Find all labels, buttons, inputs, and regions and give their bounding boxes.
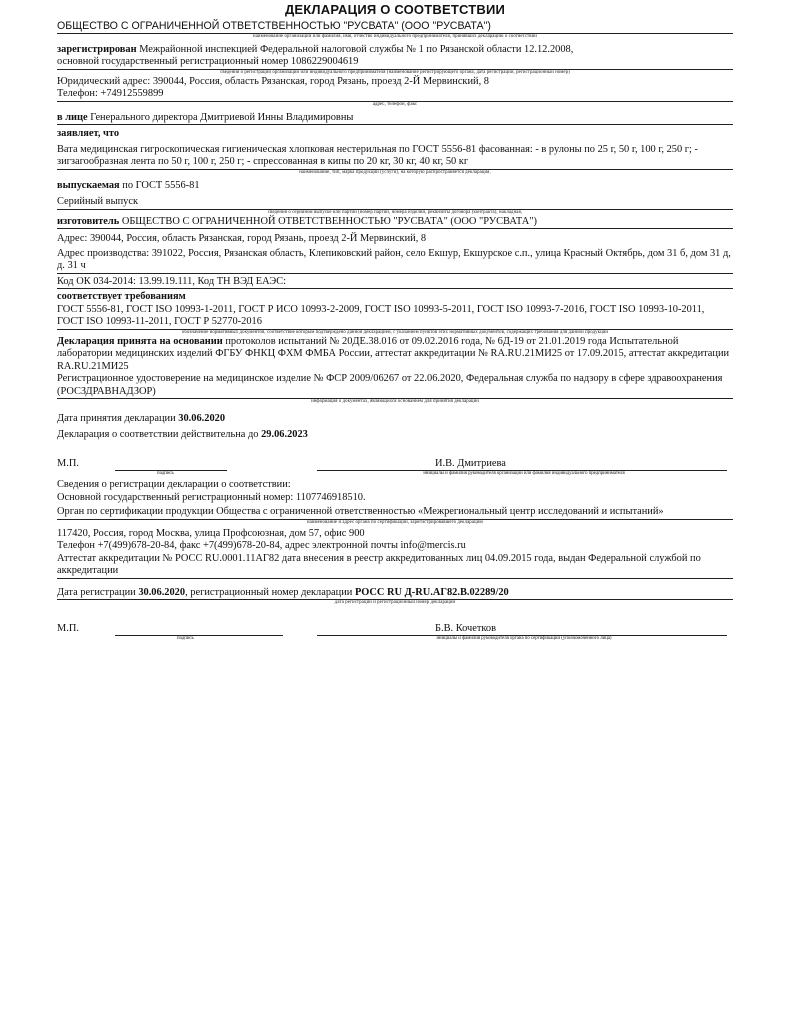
complies-label: соответствует требованиям: [57, 291, 186, 302]
validity-line: [57, 429, 733, 442]
in-person-line: [57, 112, 733, 126]
caption-registration-date: дата регистрации и регистрационный номер декларации: [334, 600, 456, 605]
registration-label: зарегистрирован: [57, 43, 137, 55]
signer-name-2: Б.В. Кочетков: [435, 623, 497, 634]
in-person-label: в лице: [57, 111, 88, 123]
manufacturer-address: Адрес: 390044, Россия, область Рязанская, город Рязань, проезд 2-Й Мервинский, 8: [57, 233, 427, 244]
org-name: ОБЩЕСТВО С ОГРАНИЧЕННОЙ ОТВЕТСТВЕННОСТЬЮ "РУСВАТА" (ООО "РУСВАТА"): [57, 20, 733, 34]
complies-standards: ГОСТ 5556-81, ГОСТ ISO 10993-1-2011, ГОСТ Р ИСО 10993-2-2009, ГОСТ ISO 10993-5-2011, ГОСТ ISO 10993-7-2016, ГОСТ ISO 10993-10-2011, ГОСТ ISO 10993-11-2011, ГОСТ Р 52770-2016: [57, 304, 733, 330]
manufacturer-text: ОБЩЕСТВО С ОГРАНИЧЕННОЙ ОТВЕТСТВЕННОСТЬЮ "РУСВАТА" (ООО "РУСВАТА"): [119, 215, 537, 227]
certification-body: Орган по сертификации продукции Общества с ограниченной ответственностью «Межрегиональный центр исследований и испытаний»: [57, 506, 733, 520]
issued-line: [57, 180, 733, 193]
caption-signature-1: подпись: [157, 471, 174, 476]
caption-address: адрес, телефон, факс: [372, 101, 418, 107]
registration-text: Межрайонной инспекцией Федеральной налоговой службы № 1 по Рязанской области 12.12.2008,: [136, 43, 574, 55]
certification-ogrn: Основной государственный регистрационный номер: 1107746918510.: [57, 491, 366, 503]
caption-signer-1: инициалы и фамилия руководителя организации или фамилия индивидуального предпринимателя: [423, 471, 625, 476]
basis-paragraph: [57, 336, 733, 374]
registration-number-label: , регистрационный номер декларации: [185, 586, 355, 598]
caption-product: наименование, тип, марка продукции (услуги), на которую распространяется декларация,: [299, 169, 491, 175]
basis-registration-certificate: Регистрационное удостоверение на медицинское изделие № ФСР 2009/06267 от 22.06.2020, Федеральная служба по надзору в сфере здравоохранения (РОСЗДРАВНАДЗОР): [57, 373, 733, 399]
caption-signature-2: подпись: [177, 636, 194, 641]
caption-registration: сведения о регистрации организации или индивидуального предпринимателя (наименование регистрирующего органа, дата регистрации, регистрационный номер): [220, 69, 570, 75]
signature-captions-2: [57, 636, 733, 644]
stamp-placeholder-1: М.П.: [57, 458, 79, 469]
legal-address: Юридический адрес: 390044, Россия, область Рязанская, город Рязань, проезд 2-Й Мервинский, 8: [57, 75, 489, 87]
declaration-document: [57, 0, 733, 644]
in-person-text: Генерального директора Дмитриевой Инны Владимировны: [87, 111, 354, 123]
document-title: ДЕКЛАРАЦИЯ О СООТВЕТСТВИИ: [284, 2, 506, 17]
accreditation-certificate: Аттестат аккредитации № РОСС RU.0001.11АГ82 дата внесения в реестр аккредитованных лиц 04.09.2015 года, выдан Федеральной службой по аккредитации: [57, 553, 733, 579]
caption-cert-body: наименование и адрес органа по сертификации, зарегистрировавшего декларацию: [306, 519, 484, 525]
validity-label: Декларация о соответствии действительна до: [57, 428, 262, 440]
acceptance-date-label: Дата принятия декларации: [57, 413, 179, 424]
stamp-placeholder-2: М.П.: [57, 623, 79, 634]
signature-captions-1: [57, 471, 733, 479]
registration-info-title: Сведения о регистрации декларации о соответствии:: [57, 479, 291, 490]
registration-number: РОСС RU Д-RU.АГ82.В.02289/20: [354, 586, 509, 598]
acceptance-date: 30.06.2020: [178, 413, 226, 424]
caption-issued: сведения о серийном выпуске или партии (номер партии, номера изделий, реквизиты договора (контракта), накладная,: [267, 209, 523, 215]
serial-release: Серийный выпуск: [57, 196, 733, 210]
issued-text: по ГОСТ 5556-81: [119, 179, 200, 191]
manufacturer-label: изготовитель: [57, 215, 120, 227]
acceptance-date-line: [57, 413, 733, 426]
registration-date: 30.06.2020: [138, 586, 186, 598]
caption-complies: обозначение нормативных документов, соответствие которым подтверждено данной декларацией, с указанием пунктов этих нормативных документов, содержащих требования для данной продукции: [181, 329, 609, 335]
certification-address: 117420, Россия, город Москва, улица Профсоюзная, дом 57, офис 900: [57, 527, 365, 539]
registration-date-label: Дата регистрации: [57, 586, 139, 598]
validity-date: 29.06.2023: [261, 428, 308, 440]
signature-row-certifier: [57, 620, 733, 636]
issued-label: выпускаемая: [57, 179, 120, 191]
phone: Телефон: +74912559899: [57, 88, 733, 102]
product-codes: Код ОК 034-2014: 13.99.19.111, Код ТН ВЭД ЕАЭС:: [57, 276, 733, 290]
manufacturer-line: [57, 216, 733, 230]
registration-date-line: [57, 587, 733, 601]
production-address: Адрес производства: 391022, Россия, Рязанская область, Клепиковский район, село Екшур, Екшурское с.п., улица Красный Октябрь, дом 31 б, дом 31 д, д. 31 ч: [57, 248, 733, 274]
certification-contacts: Телефон +7(499)678-20-84, факс +7(499)678-20-84, адрес электронной почты info@mercis.ru: [57, 540, 466, 551]
basis-label: Декларация принята на основании: [57, 335, 223, 347]
caption-signer-2: инициалы и фамилия руководителя органа по сертификации (уполномоченного лица): [436, 636, 612, 641]
caption-basis: информация о документах, являющихся основанием для принятия декларации: [311, 399, 479, 404]
signer-name-1: И.В. Дмитриева: [435, 458, 506, 469]
basis-text: протоколов испытаний № 20ДЕ.38.016 от 09.02.2016 года, № 6Д-19 от 21.01.2019 года Испытательной лаборатории медицинских изделий ФГБУ ФНКЦ ФХМ ФМБА России, аттестат аккредитации № RA.RU.21МИ25 от 17.09.2015, аттестат аккредитации RA.RU.21МИ25: [57, 335, 730, 372]
signature-row-applicant: [57, 455, 733, 471]
declares-label: заявляет, что: [57, 128, 120, 139]
registration-ogrn: основной государственный регистрационный номер 1086229004619: [57, 56, 733, 70]
product-description: Вата медицинская гигроскопическая гигиеническая хлопковая нестерильная по ГОСТ 5556-81 фасованная: - в рулоны по 25 г, 50 г, 100 г, 250 г; - зигзагообразная лента по 50 г, 100 г, 250 г; - спрессованная в кипы по 20 кг, 30 кг, 40 кг, 50 кг: [57, 144, 733, 170]
registration-line: [57, 44, 733, 57]
caption-org: наименование организации или фамилия, имя, отчество индивидуального предпринимателя, принявших декларацию о соответствии: [253, 33, 537, 39]
